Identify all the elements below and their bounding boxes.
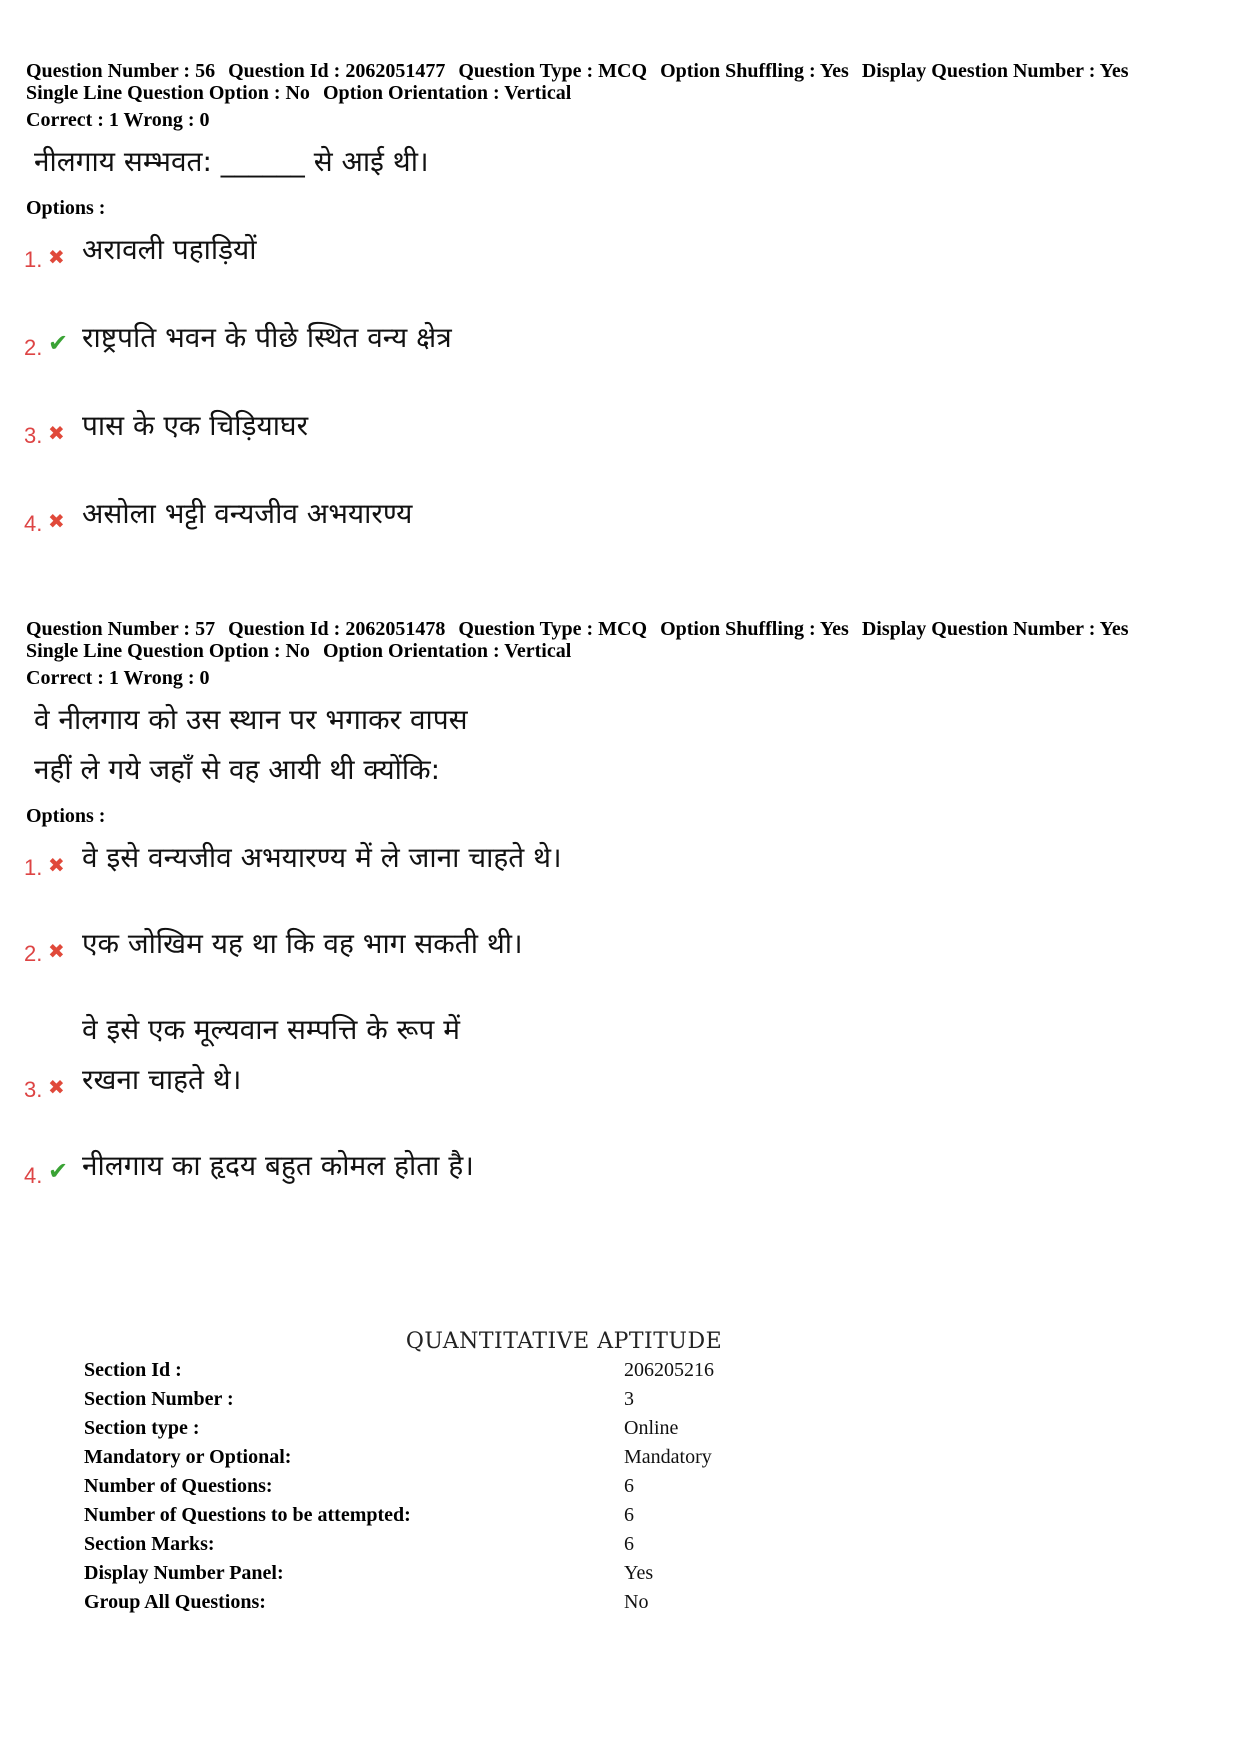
- option-text: [82, 1005, 460, 1105]
- question-text: [34, 695, 1216, 795]
- section-value: Yes: [624, 1562, 654, 1584]
- section-row: [84, 1530, 1184, 1559]
- option-text-line: राष्ट्रपति भवन के पीछे स्थित वन्य क्षेत्र: [82, 321, 452, 354]
- section-title: QUANTITATIVE APTITUDE: [405, 1329, 723, 1354]
- question-text-line: नीलगाय सम्भवत: ______ से आई थी।: [34, 145, 429, 178]
- section-row: [84, 1501, 1184, 1530]
- option-text-line: रखना चाहते थे।: [82, 1063, 242, 1096]
- section-value: No: [624, 1591, 649, 1613]
- section-value: 6: [624, 1475, 634, 1497]
- option-shuffling: Option Shuffling : Yes: [660, 60, 849, 82]
- section-key: Section Number :: [84, 1388, 234, 1410]
- check-icon: ✔: [48, 1157, 69, 1185]
- meta-line-1: [26, 60, 1216, 82]
- cross-icon: ✖: [48, 939, 65, 963]
- section-row: [84, 1588, 1184, 1617]
- cross-icon: ✖: [48, 509, 65, 533]
- option-number: 3.: [24, 1077, 43, 1102]
- option-2: [26, 313, 1216, 363]
- option-text-line: अरावली पहाड़ियों: [82, 233, 257, 266]
- section-row: [84, 1385, 1184, 1414]
- display-question-number: Display Question Number : Yes: [861, 618, 1129, 640]
- option-orientation: Option Orientation : Vertical: [322, 82, 572, 104]
- option-1: [26, 833, 1216, 883]
- option-text-line: वे इसे वन्यजीव अभयारण्य में ले जाना चाहते थे।: [82, 841, 562, 874]
- option-number: 2.: [24, 941, 43, 966]
- options-label: Options :: [26, 197, 106, 219]
- option-4: [26, 1141, 1216, 1191]
- option-text-line: असोला भट्टी वन्यजीव अभयारण्य: [82, 497, 413, 530]
- question-type: Question Type : MCQ: [458, 618, 648, 640]
- section-info: [84, 1328, 1184, 1617]
- question-text-line: वे नीलगाय को उस स्थान पर भगाकर वापस: [34, 703, 468, 736]
- option-number: 4.: [24, 1163, 43, 1188]
- single-line-option: Single Line Question Option : No: [26, 82, 310, 104]
- question-type: Question Type : MCQ: [458, 60, 648, 82]
- cross-icon: ✖: [48, 245, 65, 269]
- section-key: Mandatory or Optional:: [84, 1446, 292, 1468]
- question-number: Question Number : 57: [26, 618, 216, 640]
- option-text: [82, 833, 562, 883]
- section-row: [84, 1356, 1184, 1385]
- option-text-line: नीलगाय का हृदय बहुत कोमल होता है।: [82, 1149, 474, 1182]
- option-1: [26, 225, 1216, 275]
- option-text-line: पास के एक चिड़ियाघर: [82, 409, 309, 442]
- option-number: 1.: [24, 247, 43, 272]
- question-meta: [26, 618, 1216, 662]
- question-block-56: [26, 60, 1216, 539]
- option-number: 2.: [24, 335, 43, 360]
- section-value: 6: [624, 1504, 634, 1526]
- section-value: 206205216: [624, 1359, 714, 1381]
- option-text: [82, 225, 257, 275]
- option-text-line: वे इसे एक मूल्यवान सम्पत्ति के रूप में: [82, 1013, 460, 1046]
- options-label: Options :: [26, 805, 106, 827]
- question-block-57: [26, 618, 1216, 1191]
- meta-line-1: [26, 618, 1216, 640]
- option-text: [82, 313, 452, 363]
- option-text: [82, 1141, 474, 1191]
- question-meta: [26, 60, 1216, 104]
- section-row: [84, 1559, 1184, 1588]
- option-number: 4.: [24, 511, 43, 536]
- section-value: Online: [624, 1417, 679, 1439]
- question-text: [34, 137, 1216, 187]
- section-key: Display Number Panel:: [84, 1562, 284, 1584]
- option-text: [82, 401, 308, 451]
- question-id: Question Id : 2062051478: [228, 618, 446, 640]
- option-2: [26, 919, 1216, 969]
- option-text: [82, 919, 523, 969]
- single-line-option: Single Line Question Option : No: [26, 640, 310, 662]
- section-value: 6: [624, 1533, 634, 1555]
- option-text: [82, 489, 412, 539]
- option-orientation: Option Orientation : Vertical: [322, 640, 572, 662]
- cross-icon: ✖: [48, 853, 65, 877]
- section-key: Group All Questions:: [84, 1591, 266, 1613]
- section-row: [84, 1414, 1184, 1443]
- option-4: [26, 489, 1216, 539]
- meta-line-2: [26, 82, 1216, 104]
- section-key: Number of Questions:: [84, 1475, 273, 1497]
- score-info: Correct : 1 Wrong : 0: [26, 109, 210, 131]
- section-row: [84, 1443, 1184, 1472]
- question-text-line: नहीं ले गये जहाँ से वह आयी थी क्योंकि:: [34, 753, 441, 786]
- section-row: [84, 1472, 1184, 1501]
- section-value: 3: [624, 1388, 634, 1410]
- check-icon: ✔: [48, 329, 69, 357]
- question-number: Question Number : 56: [26, 60, 216, 82]
- option-number: 1.: [24, 855, 43, 880]
- display-question-number: Display Question Number : Yes: [861, 60, 1129, 82]
- option-shuffling: Option Shuffling : Yes: [660, 618, 849, 640]
- option-number: 3.: [24, 423, 43, 448]
- score-info: Correct : 1 Wrong : 0: [26, 667, 210, 689]
- section-key: Section Id :: [84, 1359, 182, 1381]
- option-3: [26, 1005, 1216, 1105]
- cross-icon: ✖: [48, 421, 65, 445]
- option-3: [26, 401, 1216, 451]
- cross-icon: ✖: [48, 1075, 65, 1099]
- section-key: Number of Questions to be attempted:: [84, 1504, 411, 1526]
- section-key: Section type :: [84, 1417, 200, 1439]
- question-id: Question Id : 2062051477: [228, 60, 446, 82]
- meta-line-2: [26, 640, 1216, 662]
- option-text-line: एक जोखिम यह था कि वह भाग सकती थी।: [82, 927, 523, 960]
- section-key: Section Marks:: [84, 1533, 215, 1555]
- section-value: Mandatory: [624, 1446, 712, 1468]
